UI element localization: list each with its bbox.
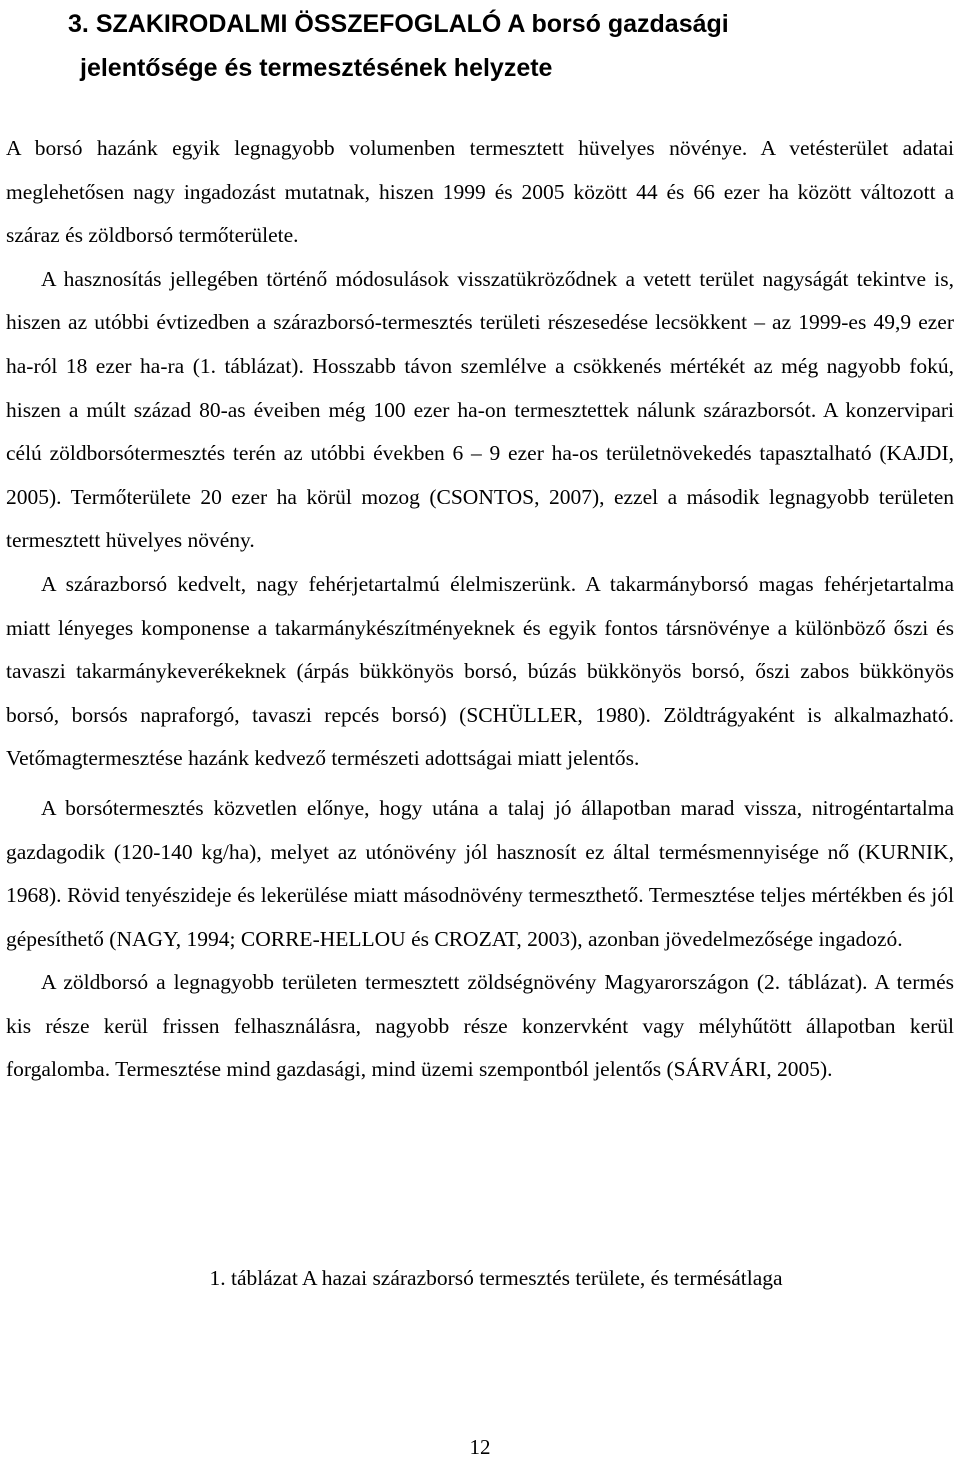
- paragraph-5: A zöldborsó a legnagyobb területen termesztett zöldségnövény Magyarországon (2. táblázat). A termés kis része kerül frissen felhasználásra, nagyobb része konzervként vagy mélyhűtött állapotban kerül forgalomba. Termesztése mind gazdasági, mind üzemi szempontból jelentős (SÁRVÁRI, 2005).: [6, 970, 954, 1082]
- paragraph-4: A borsótermesztés közvetlen előnye, hogy utána a talaj jó állapotban marad vissza, nitrogéntartalma gazdagodik (120-140 kg/ha), melyet az utónövény jól hasznosít ez által termésmennyisége nő (KURNIK, 1968). Rövid tenyészideje és lekerülése miatt másodnövény termeszthető. Termesztése teljes mértékben és jól gépesíthető (NAGY, 1994; CORRE-HELLOU és CROZAT, 2003), azonban jövedelmezősége ingadozó.: [6, 795, 954, 951]
- paragraph-3: A szárazborsó kedvelt, nagy fehérjetartalmú élelmiszerünk. A takarmányborsó magas fehérjetartalma miatt lényeges komponense a takarmánykészítményeknek és egyik fontos társnövénye a különböző őszi és tavaszi takarmánykeverékeknek (árpás bükkönyös borsó, búzás bükkönyös borsó, őszi zabos bükkönyös borsó, borsós napraforgó, tavaszi repcés borsó) (SCHÜLLER, 1980). Zöldtrágyaként is alkalmazható. Vetőmagtermesztése hazánk kedvező természeti adottságai miatt jelentős.: [6, 571, 954, 771]
- section-subtitle-part1: A borsó gazdasági: [507, 10, 729, 38]
- section-subtitle-part2: jelentősége és termesztésének helyzete: [80, 54, 553, 82]
- paragraph-1: A borsó hazánk egyik legnagyobb volumenben termesztett hüvelyes növénye. A vetésterület adatai meglehetősen nagy ingadozást mutatnak, hiszen 1999 és 2005 között 44 és 66 ezer ha között változott a száraz és zöldborsó termőterülete.: [6, 136, 954, 248]
- paragraph-2: A hasznosítás jellegében történő módosulások visszatükröződnek a vetett terület nagyságát tekintve is, hiszen az utóbbi évtizedben a szárazborsó-termesztés területi részesedése lecsökkent – az 1999-es 49,9 ezer ha-ról 18 ezer ha-ra (1. táblázat). Hosszabb távon szemlélve a csökkenés mértékét az még nagyobb fokú, hiszen a múlt század 80-as éveiben még 100 ezer ha-on termesztettek nálunk szárazborsót. A konzervipari célú zöldborsótermesztés terén az utóbbi években 6 – 9 ezer ha-os területnövekedés tapasztalható (KAJDI, 2005). Termőterülete 20 ezer ha körül mozog (CSONTOS, 2007), ezzel a második legnagyobb területen termesztett hüvelyes növény.: [6, 266, 954, 553]
- section-title: SZAKIRODALMI ÖSSZEFOGLALÓ: [95, 10, 502, 38]
- section-heading: [6, 0, 954, 90]
- section-number: 3.: [68, 10, 89, 38]
- page-number: 12: [469, 1435, 491, 1459]
- heading-line-1: [6, 2, 954, 46]
- table-caption: 1. táblázat A hazai szárazborsó termesztés területe, és termésátlaga: [209, 1266, 783, 1290]
- document-page: [6, 0, 954, 1092]
